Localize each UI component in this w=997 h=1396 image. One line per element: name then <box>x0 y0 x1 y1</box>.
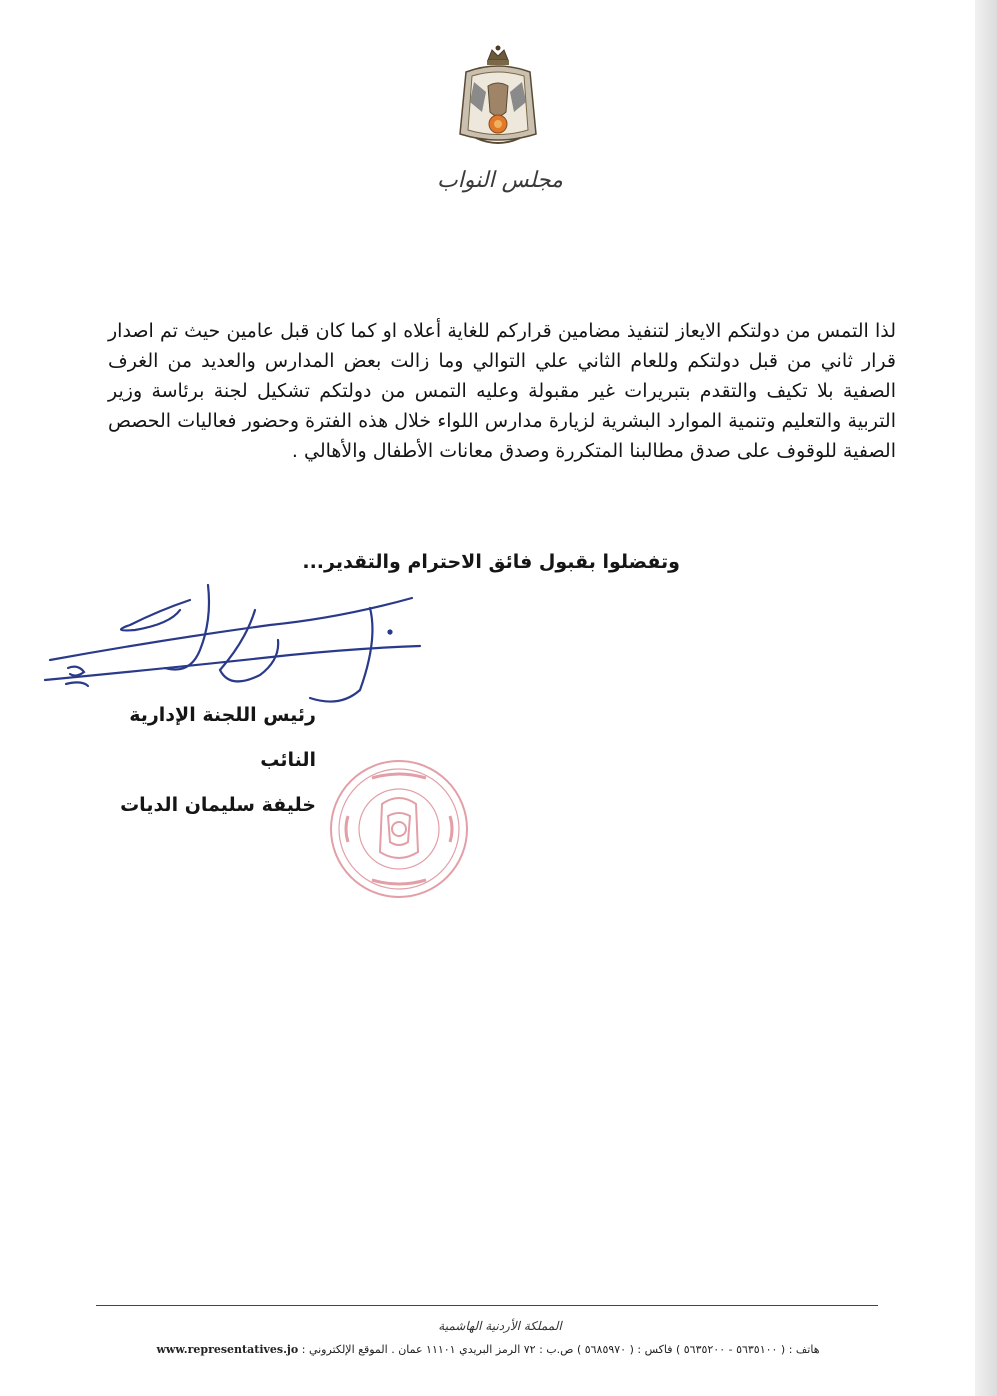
footer-contact-details: هاتف : ( ٥٦٣٥١٠٠ - ٥٦٣٥٢٠٠ ) فاكس : ( ٥٦٨٥٩٧٠ ) ص.ب : ٧٢ الرمز البريدي ١١١٠١ عمان . الموقع الإلكتروني : <box>301 1343 820 1356</box>
footer-website-link[interactable]: www.representatives.jo <box>156 1343 299 1356</box>
coat-of-arms-emblem <box>452 42 544 154</box>
page-edge-shadow <box>975 0 997 1396</box>
letter-closing: وتفضلوا بقبول فائق الاحترام والتقدير... <box>302 551 680 573</box>
footer-divider <box>96 1305 878 1306</box>
signatory-role: النائب <box>260 749 316 771</box>
footer-organization: المملكة الأردنية الهاشمية <box>438 1319 562 1333</box>
handwritten-signature <box>40 580 430 720</box>
header-organization-name: مجلس النواب <box>437 168 563 193</box>
signatory-name: خليفة سليمان الديات <box>120 794 316 816</box>
footer-contact-line <box>118 1340 858 1360</box>
signatory-title: رئيس اللجنة الإدارية <box>129 704 316 726</box>
letter-body: لذا التمس من دولتكم الايعاز لتنفيذ مضامين قراركم للغاية أعلاه او كما كان قبل عامين حيث تم اصدار قرار ثاني من قبل دولتكم وللعام الثاني علي التوالي وما زالت بعض المدارس والعديد من الغرف الصفية بلا تكيف والتقدم بتبريرات غير مقبولة وعليه التمس من دولتكم تشكيل لجنة برئاسة وزير التربية والتعليم وتنمية الموارد البشرية لزيارة مدارس اللواء خلال هذه الفترة وحضور فعاليات الحصص الصفية للوقوف على صدق مطالبنا المتكررة وصدق معانات الأطفال والأهالي . <box>108 320 896 462</box>
official-seal-stamp <box>326 756 472 902</box>
